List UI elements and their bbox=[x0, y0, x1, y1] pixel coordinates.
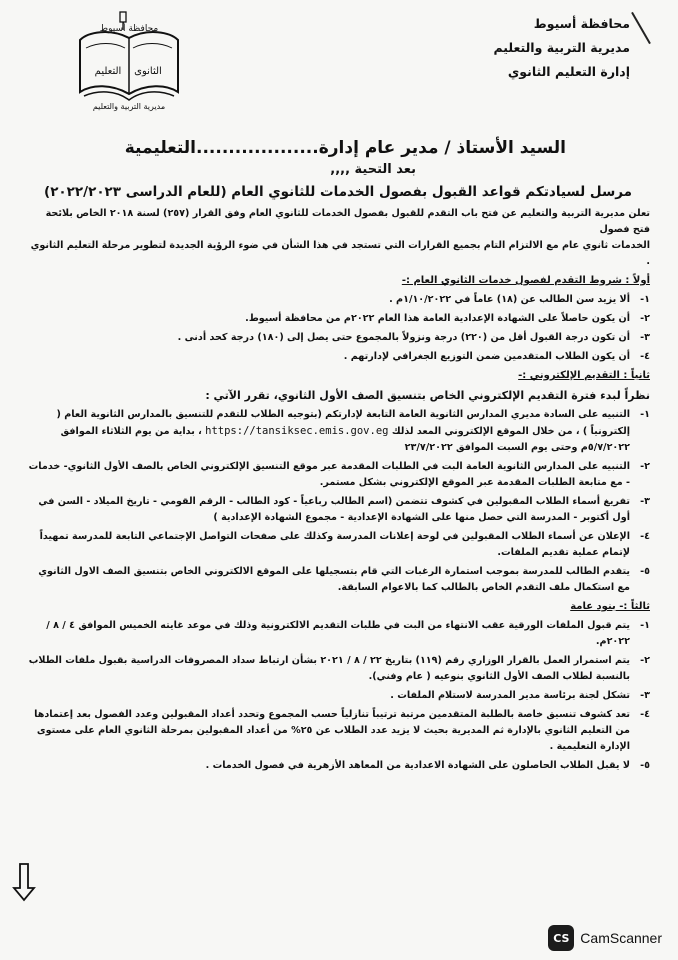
item-text: يتقدم الطالب للمدرسة بموجب استمارة الرغبات التي قام بتسجيلها على الموقع الالكتروني الخاص بتنسيق الصف الاول الثانوي مع استكمال ملف التقدم الخاص بالطالب كما بالاعوام السابقة. bbox=[38, 566, 630, 593]
item-text-part: التنبيه على السادة مديري المدارس الثانوية العامة التابعة لإدارتكم (بتوجيه الطلاب للتقدم للتنسيق بالمدارس الثانوية العام ( إلكترونياً ) ، من خلال الموقع الإلكتروني المعد لذلك bbox=[56, 409, 630, 437]
item-text: أن يكون الطلاب المتقدمين ضمن التوزيع الجغرافي لإدارتهم . bbox=[343, 351, 630, 362]
item-text: تفريغ أسماء الطلاب المقبولين في كشوف تتضمن (اسم الطالب رباعياً - كود الطالب - الرقم القومي - تاريخ الميلاد - السن في أول أكتوبر - المدرسة التي حصل منها على الشهادة الإعدادية - مجموع الشهادة الإعدادية ) bbox=[38, 496, 630, 523]
item-number: ٣- bbox=[640, 496, 650, 507]
list-item bbox=[28, 618, 650, 650]
item-text-part: ، بداية من يوم الثلاثاء الموافق ٥/٧/٢٠٢٢م وحتى يوم السبت الموافق ٢٣/٧/٢٠٢٢ bbox=[60, 426, 630, 453]
list-item bbox=[28, 311, 650, 327]
intro-line: تعلن مديرية التربية والتعليم عن فتح باب التقدم للقبول بفصول الخدمات للثانوي العام وفق القرار (٢٥٧) لسنة ٢٠١٨ الخاص بلائحة فتح فصول bbox=[45, 208, 650, 235]
list-item bbox=[28, 529, 650, 561]
letterhead bbox=[430, 12, 630, 84]
governorate-name: محافظة أسيوط bbox=[533, 16, 630, 31]
item-number: ١- bbox=[640, 620, 650, 631]
list-item bbox=[28, 494, 650, 526]
item-text: أن تكون درجة القبول أقل من (٢٢٠) درجة ونزولاً بالمجموع حتى يصل إلى (١٨٠) درجة كحد أدنى . bbox=[177, 332, 630, 343]
svg-text:التعليم: التعليم bbox=[94, 66, 122, 77]
item-text: يتم قبول الملفات الورقية عقب الانتهاء من البت في طلبات التقديم الالكترونية وذلك في موعد غايته الخميس الموافق ٤ / ٨ /٢٠٢٢م. bbox=[46, 620, 630, 647]
item-number: ٤- bbox=[640, 709, 650, 720]
section-title: أولاً : شروط التقدم لفصول خدمات الثانوي العام :- bbox=[401, 275, 650, 286]
letter-subject: مرسل لسيادتكم قواعد القبول بفصول الخدمات للثانوي العام (للعام الدراسى ٢٠٢٢/٢٠٢٣) bbox=[44, 184, 632, 200]
section-lead: نظراً لبدء فترة التقديم الإلكتروني الخاص بتنسيق الصف الأول الثانوي، تقرر الآتي : bbox=[205, 389, 650, 402]
website-link[interactable]: https://tansiksec.emis.gov.eg bbox=[205, 425, 389, 437]
down-arrow-icon bbox=[12, 862, 36, 902]
item-text: يتم استمرار العمل بالقرار الوزاري رقم (١١٩) بتاريخ ٢٢ / ٨ / ٢٠٢١ بشأن ارتباط سداد المصروفات الدراسية بقبول ملفات الطلاب بالنسبة لطلاب الصف الأول الثانوي بنوعيه ( عام وفني). bbox=[28, 655, 630, 682]
item-number: ١- bbox=[640, 294, 650, 305]
item-text: ألا يزيد سن الطالب عن (١٨) عاماً في ١/١٠/٢٠٢٢م . bbox=[389, 294, 630, 305]
item-number: ٥- bbox=[640, 566, 650, 577]
camscanner-logo-icon: CS bbox=[548, 925, 574, 951]
item-text bbox=[28, 407, 630, 456]
directorate-name: مديرية التربية والتعليم bbox=[493, 40, 630, 55]
item-text: تعد كشوف تنسيق خاصة بالطلبة المتقدمين مرتبة ترتيباً تنازلياً حسب المجموع وتحدد أعداد المقبولين وعدد الفصول بعد إعتمادها من التعليم الثانوي بالإدارة ثم المديرية بحيث لا يزيد عدد الطلاب عن ٢٥% من أعداد المقبولين بمرحلة الثانوي العام على مستوى الإدارة التعليمية . bbox=[34, 709, 630, 752]
ministry-logo bbox=[70, 10, 188, 115]
list-item bbox=[28, 564, 650, 596]
camscanner-watermark bbox=[548, 924, 662, 952]
list-item bbox=[28, 292, 650, 308]
item-text: التنبيه على المدارس الثانوية العامة البت في الطلبات المقدمة عبر موقع التنسيق الإلكتروني الخاص بالصف الأول الثانوي- خدمات - مع متابعة الطلبات المقدمة عبر الموقع الإلكتروني بشكل مستمر. bbox=[28, 461, 630, 488]
list-item bbox=[28, 707, 650, 755]
intro-line: الخدمات ثانوي عام مع الالتزام التام بجميع القرارات التي تستجد في هذا الشأن في ضوء الرؤية الجديدة لتطوير مرحلة التعليم الثانوي . bbox=[30, 240, 650, 267]
item-text: الإعلان عن أسماء الطلاب المقبولين في لوحة إعلانات المدرسة وكذلك على صفحات التواصل الإجتماعي التابعة للمدرسة تمهيداً لإتمام عملية تقديم الملفات. bbox=[39, 531, 630, 558]
item-number: ٤- bbox=[640, 351, 650, 362]
list-item bbox=[28, 349, 650, 365]
list-item bbox=[28, 459, 650, 491]
logo-top-text: محافظة أسيوط bbox=[99, 24, 159, 34]
item-number: ٣- bbox=[640, 690, 650, 701]
item-number: ٤- bbox=[640, 531, 650, 542]
salutation: السيد الأستاذ / مدير عام إدارة...................التعليمية bbox=[124, 138, 566, 158]
list-item bbox=[28, 758, 650, 774]
department-name: إدارة التعليم الثانوي bbox=[507, 64, 630, 79]
list-item bbox=[28, 330, 650, 346]
item-number: ٢- bbox=[640, 313, 650, 324]
item-number: ١- bbox=[640, 409, 650, 420]
camscanner-label: CamScanner bbox=[580, 930, 662, 946]
item-number: ٢- bbox=[640, 655, 650, 666]
logo-bottom-text: مديرية التربية والتعليم bbox=[92, 102, 166, 111]
svg-text:الثانوى: الثانوى bbox=[134, 66, 162, 77]
item-text: أن يكون حاصلاً على الشهادة الإعدادية العامة هذا العام ٢٠٢٢م من محافظة أسيوط. bbox=[245, 313, 630, 324]
list-item bbox=[28, 653, 650, 685]
item-number: ٣- bbox=[640, 332, 650, 343]
section-title: ثانياً : التقديم الإلكتروني :- bbox=[518, 370, 650, 381]
item-number: ٥- bbox=[640, 760, 650, 771]
greeting: بعد التحية ,,,, bbox=[330, 162, 416, 177]
letter-body bbox=[28, 206, 650, 774]
list-item bbox=[28, 407, 650, 456]
corner-mark bbox=[631, 12, 651, 44]
item-number: ٢- bbox=[640, 461, 650, 472]
item-text: تشكل لجنة برئاسة مدير المدرسة لاستلام الملفات . bbox=[390, 690, 630, 701]
item-text: لا يقبل الطلاب الحاصلون على الشهادة الاعدادية من المعاهد الأزهرية في فصول الخدمات . bbox=[205, 760, 630, 771]
list-item bbox=[28, 688, 650, 704]
section-title: ثالثاً :- بنود عامة bbox=[570, 601, 650, 612]
